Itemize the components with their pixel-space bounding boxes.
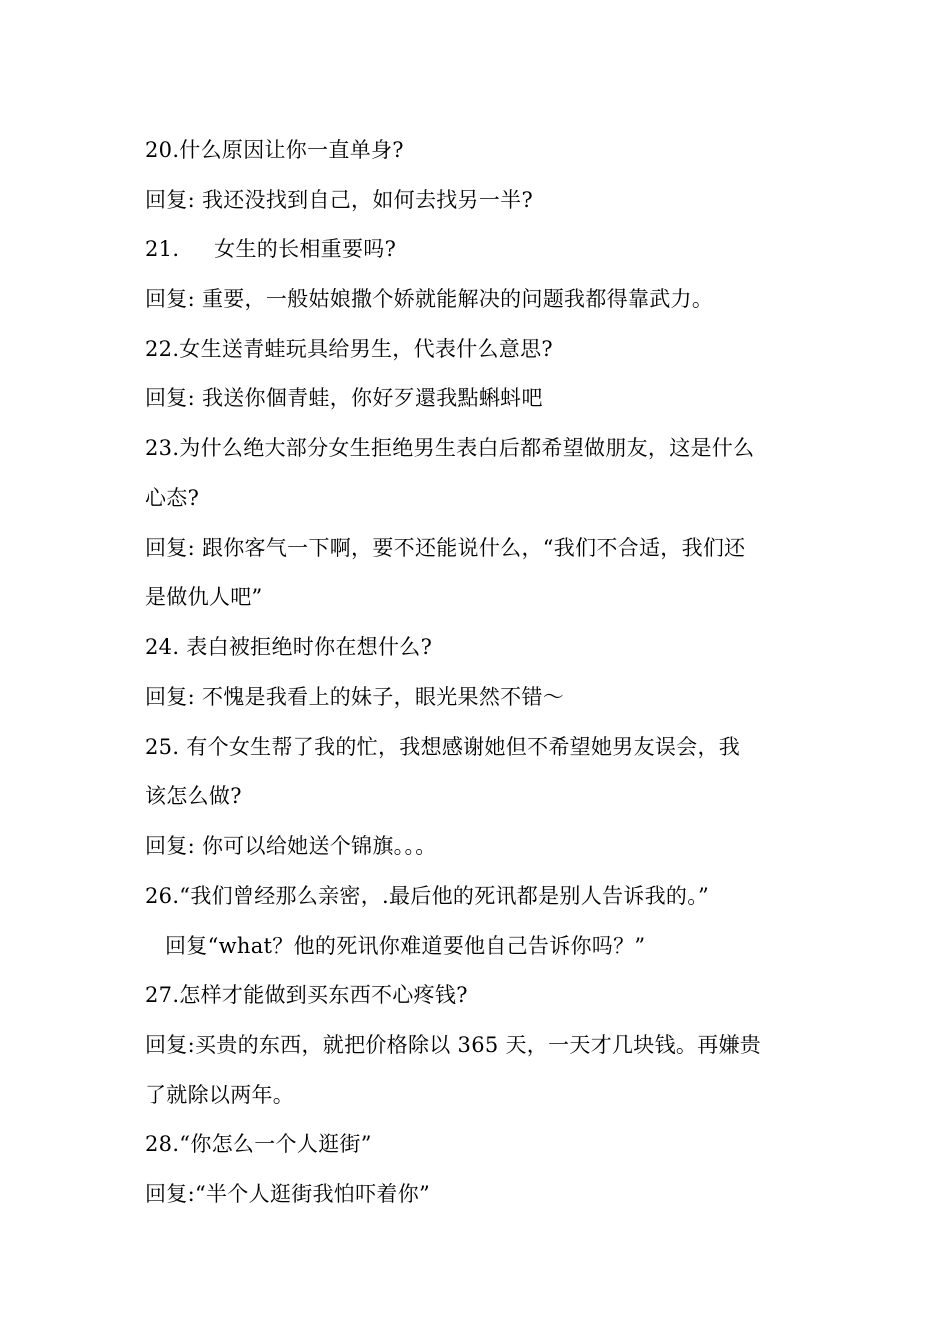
- question-25-line-1: 25. 有个女生帮了我的忙，我想感谢她但不希望她男友误会，我: [145, 735, 741, 759]
- answer-25: 回复: 你可以给她送个锦旗。。。: [145, 834, 437, 858]
- answer-23-line-1: 回复: 跟你客气一下啊，要不还能说什么，“我们不合适，我们还: [145, 536, 746, 560]
- answer-24: 回复: 不愧是我看上的妹子，眼光果然不错～: [145, 685, 565, 709]
- question-21: 21. 女生的长相重要吗?: [145, 237, 397, 261]
- question-27: 27.怎样才能做到买东西不心疼钱?: [145, 983, 468, 1007]
- question-25-line-2: 该怎么做?: [145, 784, 242, 808]
- question-22: 22.女生送青蛙玩具给男生，代表什么意思?: [145, 337, 553, 361]
- question-23-line-1: 23.为什么绝大部分女生拒绝男生表白后都希望做朋友，这是什么: [145, 436, 755, 460]
- question-23-line-2: 心态?: [145, 486, 200, 510]
- answer-28: 回复:“半个人逛街我怕吓着你”: [145, 1182, 431, 1206]
- question-24: 24. 表白被拒绝时你在想什么?: [145, 635, 433, 659]
- answer-27-line-2: 了就除以两年。: [145, 1083, 295, 1107]
- answer-21: 回复: 重要，一般姑娘撒个娇就能解决的问题我都得靠武力。: [145, 287, 714, 311]
- answer-20: 回复: 我还没找到自己，如何去找另一半?: [145, 188, 534, 212]
- answer-27-line-1: 回复:买贵的东西，就把价格除以 365 天，一天才几块钱。再嫌贵: [145, 1033, 762, 1057]
- question-26: 26.“我们曾经那么亲密，.最后他的死讯都是别人告诉我的。”: [145, 884, 710, 908]
- question-28: 28.“你怎么一个人逛街”: [145, 1132, 372, 1156]
- answer-23-line-2: 是做仇人吧”: [145, 585, 263, 609]
- question-20: 20.什么原因让你一直单身?: [145, 138, 404, 162]
- answer-26: 回复“what？他的死讯你难道要他自己告诉你吗？”: [165, 934, 646, 958]
- answer-22: 回复: 我送你個青蛙，你好歹還我點蝌蚪吧: [145, 386, 543, 410]
